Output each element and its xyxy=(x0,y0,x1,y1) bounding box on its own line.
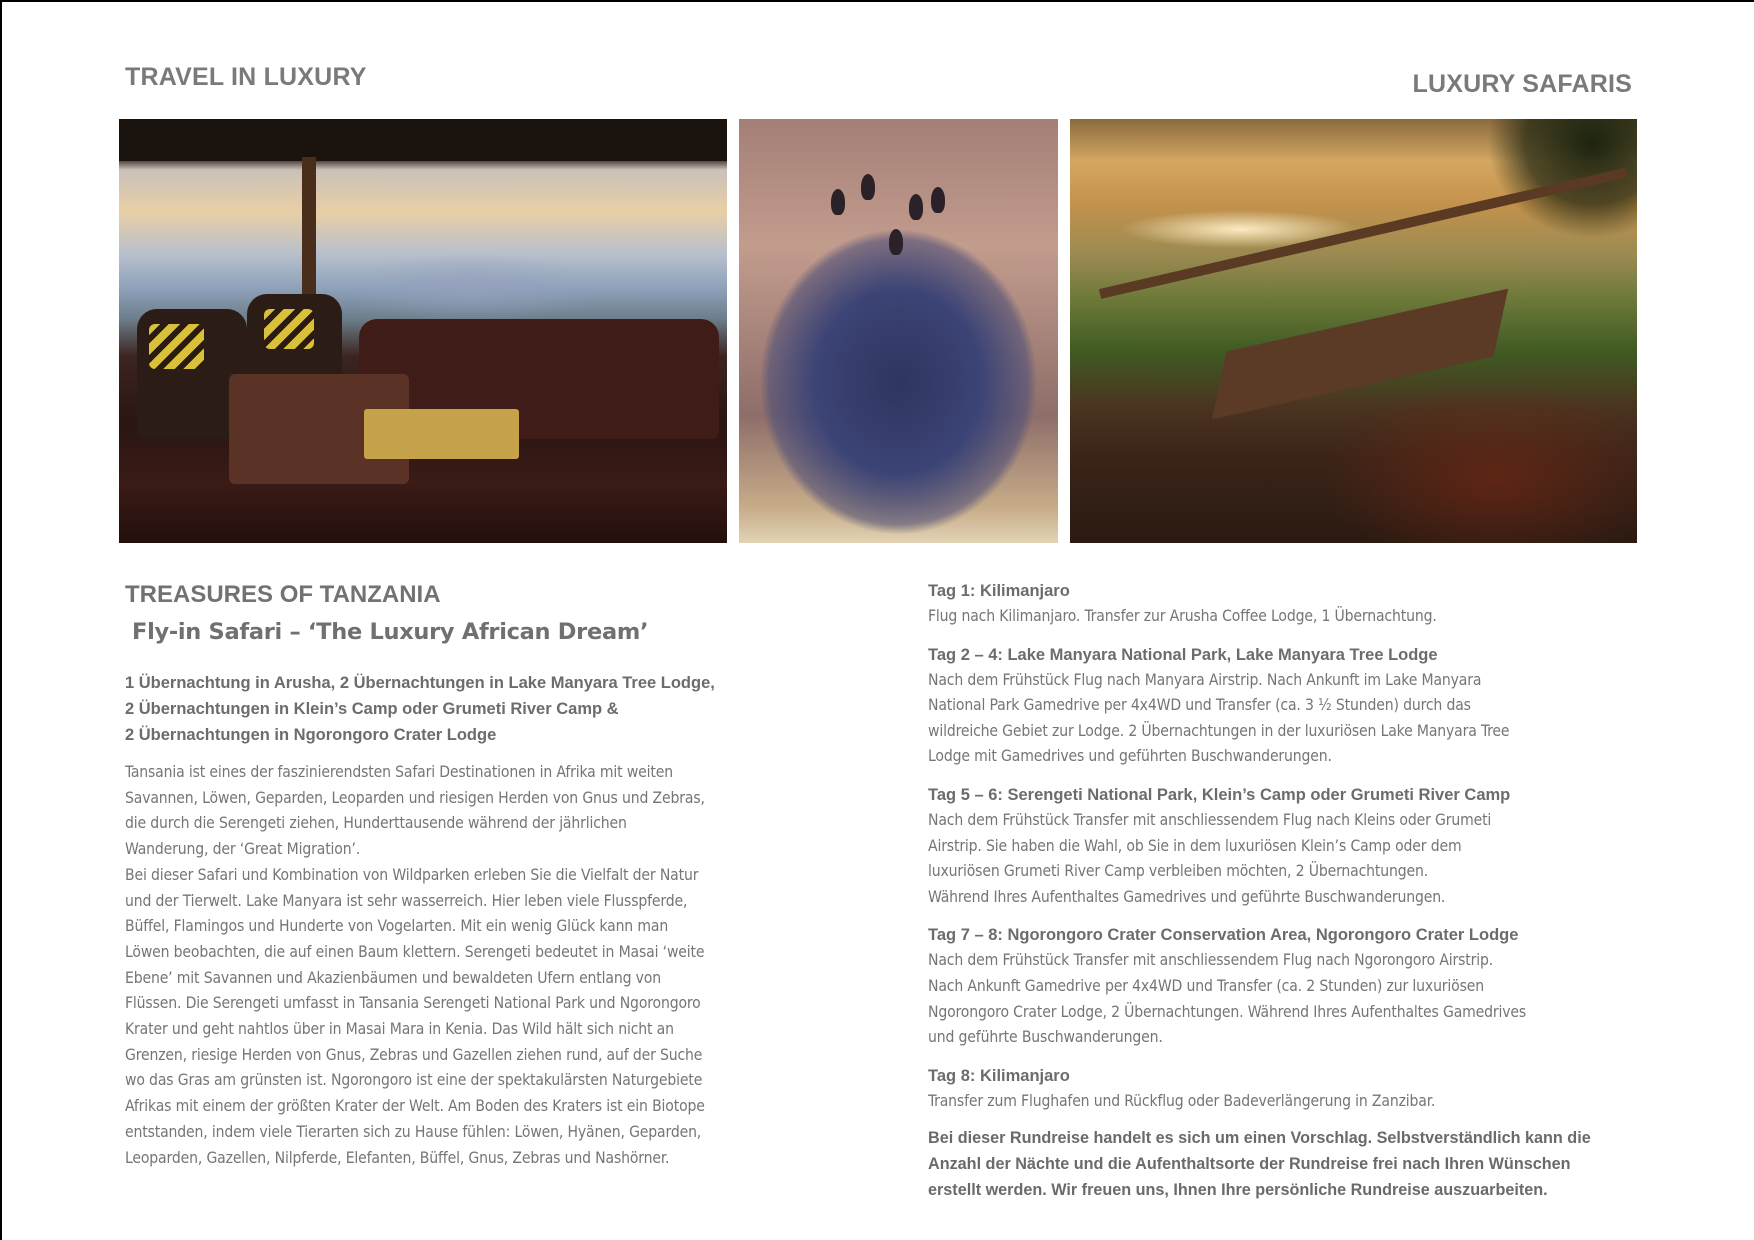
oxpecker-bird xyxy=(889,229,903,255)
tour-title: TREASURES OF TANZANIA xyxy=(125,581,441,608)
tour-subtitle: Fly-in Safari – ‘The Luxury African Dream’ xyxy=(132,619,649,645)
closing-note xyxy=(928,1126,1638,1203)
day-text: Ngorongoro Crater Lodge, 2 Übernachtungen. Während Ihres Aufenthaltes Gamedrives xyxy=(928,1002,1527,1021)
body-line: die durch die Serengeti ziehen, Hunderttausende während der jährlichen xyxy=(125,814,627,833)
day-text: Flug nach Kilimanjaro. Transfer zur Arusha Coffee Lodge, 1 Übernachtung. xyxy=(928,607,1437,625)
day-title: Tag 1: Kilimanjaro xyxy=(928,582,1070,600)
oxpecker-bird xyxy=(909,194,923,220)
basket-tray xyxy=(364,409,519,459)
day-title: Tag 2 – 4: Lake Manyara National Park, Lake Manyara Tree Lodge xyxy=(928,645,1438,664)
body-line: Wanderung, der ‘Great Migration’. xyxy=(125,840,361,859)
day-text: Nach dem Frühstück Transfer mit anschliessendem Flug nach Ngorongoro Airstrip. xyxy=(928,951,1494,970)
day-text: wildreiche Gebiet zur Lodge. 2 Übernachtungen in der luxuriösen Lake Manyara Tree xyxy=(928,721,1510,740)
body-line: Leoparden, Gazellen, Nilpferde, Elefanten, Büffel, Gnus, Zebras und Nashörner. xyxy=(125,1148,670,1167)
intro-column xyxy=(125,578,825,1171)
body-line: Krater und geht nahtlos über in Masai Mara in Kenia. Das Wild hält sich nicht an xyxy=(125,1020,674,1039)
day-title: Tag 5 – 6: Serengeti National Park, Klein’s Camp oder Grumeti River Camp xyxy=(928,785,1511,804)
note-line: Bei dieser Rundreise handelt es sich um einen Vorschlag. Selbstverständlich kann die xyxy=(928,1129,1591,1148)
nights-summary xyxy=(125,670,825,748)
body-line: entstanden, indem viele Tierarten sich zu Hause fühlen: Löwen, Hyänen, Geparden, xyxy=(125,1122,702,1141)
body-line: Flüssen. Die Serengeti umfasst in Tansania Serengeti National Park und Ngorongoro xyxy=(125,994,701,1013)
oxpecker-bird xyxy=(861,174,875,200)
day-text: luxuriösen Grumeti River Camp verbleiben möchten, 2 Übernachtungen. xyxy=(928,862,1429,881)
section-title: LUXURY SAFARIS xyxy=(1412,70,1632,98)
body-line: wo das Gras am grünsten ist. Ngorongoro ist eine der spektakulärsten Naturgebiete xyxy=(125,1071,703,1090)
day-title: Tag 8: Kilimanjaro xyxy=(928,1066,1070,1085)
body-line: und der Tierwelt. Lake Manyara ist sehr wasserreich. Hier leben viele Flusspferde, xyxy=(125,891,688,910)
nights-line: 2 Übernachtungen in Ngorongoro Crater Lodge xyxy=(125,726,497,744)
oxpecker-bird xyxy=(931,187,945,213)
day-text: und geführte Buschwanderungen. xyxy=(928,1028,1163,1047)
itinerary-day xyxy=(928,642,1638,770)
description-text xyxy=(125,760,825,1171)
note-line: erstellt werden. Wir freuen uns, Ihnen Ihre persönliche Rundreise auszuarbeiten. xyxy=(928,1180,1548,1199)
oxpecker-bird xyxy=(831,189,845,215)
hippo-photo xyxy=(739,119,1058,543)
day-text: Nach Ankunft Gamedrive per 4x4WD und Transfer (ca. 2 Stunden) zur luxuriösen xyxy=(928,976,1484,995)
body-line: Afrikas mit einem der größten Krater der Welt. Am Boden des Kraters ist ein Biotope xyxy=(125,1097,705,1116)
body-line: Savannen, Löwen, Geparden, Leoparden und riesigen Herden von Gnus und Zebras, xyxy=(125,788,705,807)
itinerary-day xyxy=(928,578,1638,630)
day-text: Nach dem Frühstück Transfer mit anschliessendem Flug nach Kleins oder Grumeti xyxy=(928,810,1492,829)
itinerary-day xyxy=(928,1063,1638,1115)
day-text: National Park Gamedrive per 4x4WD und Transfer (ca. 3 ½ Stunden) durch das xyxy=(928,696,1471,715)
body-line: Bei dieser Safari und Kombination von Wildparken erleben Sie die Vielfalt der Natur xyxy=(125,865,699,884)
body-line: Ebene’ mit Savannen und Akazienbäumen und bewaldeten Ufern entlang von xyxy=(125,968,661,987)
zebra-pillow xyxy=(149,324,204,369)
lodge-lounge-photo xyxy=(119,119,727,543)
body-line: Büffel, Flamingos und Hunderte von Vogelarten. Mit ein wenig Glück kann man xyxy=(125,917,669,936)
roof-post xyxy=(302,157,316,317)
dining-table xyxy=(1212,289,1508,420)
day-text: Lodge mit Gamedrives und geführten Buschwanderungen. xyxy=(928,747,1332,766)
itinerary-day xyxy=(928,782,1638,910)
day-text: Nach dem Frühstück Flug nach Manyara Airstrip. Nach Ankunft im Lake Manyara xyxy=(928,670,1482,689)
itinerary-day xyxy=(928,922,1638,1050)
brand-title: TRAVEL IN LUXURY xyxy=(125,63,367,91)
nights-line: 2 Übernachtungen in Klein’s Camp oder Grumeti River Camp & xyxy=(125,700,619,718)
day-text: Während Ihres Aufenthaltes Gamedrives und geführte Buschwanderungen. xyxy=(928,887,1446,906)
body-line: Löwen beobachten, die auf einen Baum klettern. Serengeti bedeutet in Masai ‘weite xyxy=(125,942,705,961)
day-text: Airstrip. Sie haben die Wahl, ob Sie in dem luxuriösen Klein’s Camp oder dem xyxy=(928,836,1462,855)
itinerary-column xyxy=(928,578,1638,1203)
note-line: Anzahl der Nächte und die Aufenthaltsorte der Rundreise frei nach Ihren Wünschen xyxy=(928,1154,1571,1173)
crater-dining-photo xyxy=(1070,119,1637,543)
nights-line: 1 Übernachtung in Arusha, 2 Übernachtungen in Lake Manyara Tree Lodge, xyxy=(125,674,715,692)
thatched-roof xyxy=(119,119,727,161)
day-text: Transfer zum Flughafen und Rückflug oder Badeverlängerung in Zanzibar. xyxy=(928,1091,1436,1110)
body-line: Tansania ist eines der faszinierendsten Safari Destinationen in Afrika mit weiten xyxy=(125,763,673,781)
zebra-pillow xyxy=(264,309,314,349)
day-title: Tag 7 – 8: Ngorongoro Crater Conservation Area, Ngorongoro Crater Lodge xyxy=(928,926,1519,945)
body-line: Grenzen, riesige Herden von Gnus, Zebras und Gazellen ziehen rund, auf der Suche xyxy=(125,1045,703,1064)
